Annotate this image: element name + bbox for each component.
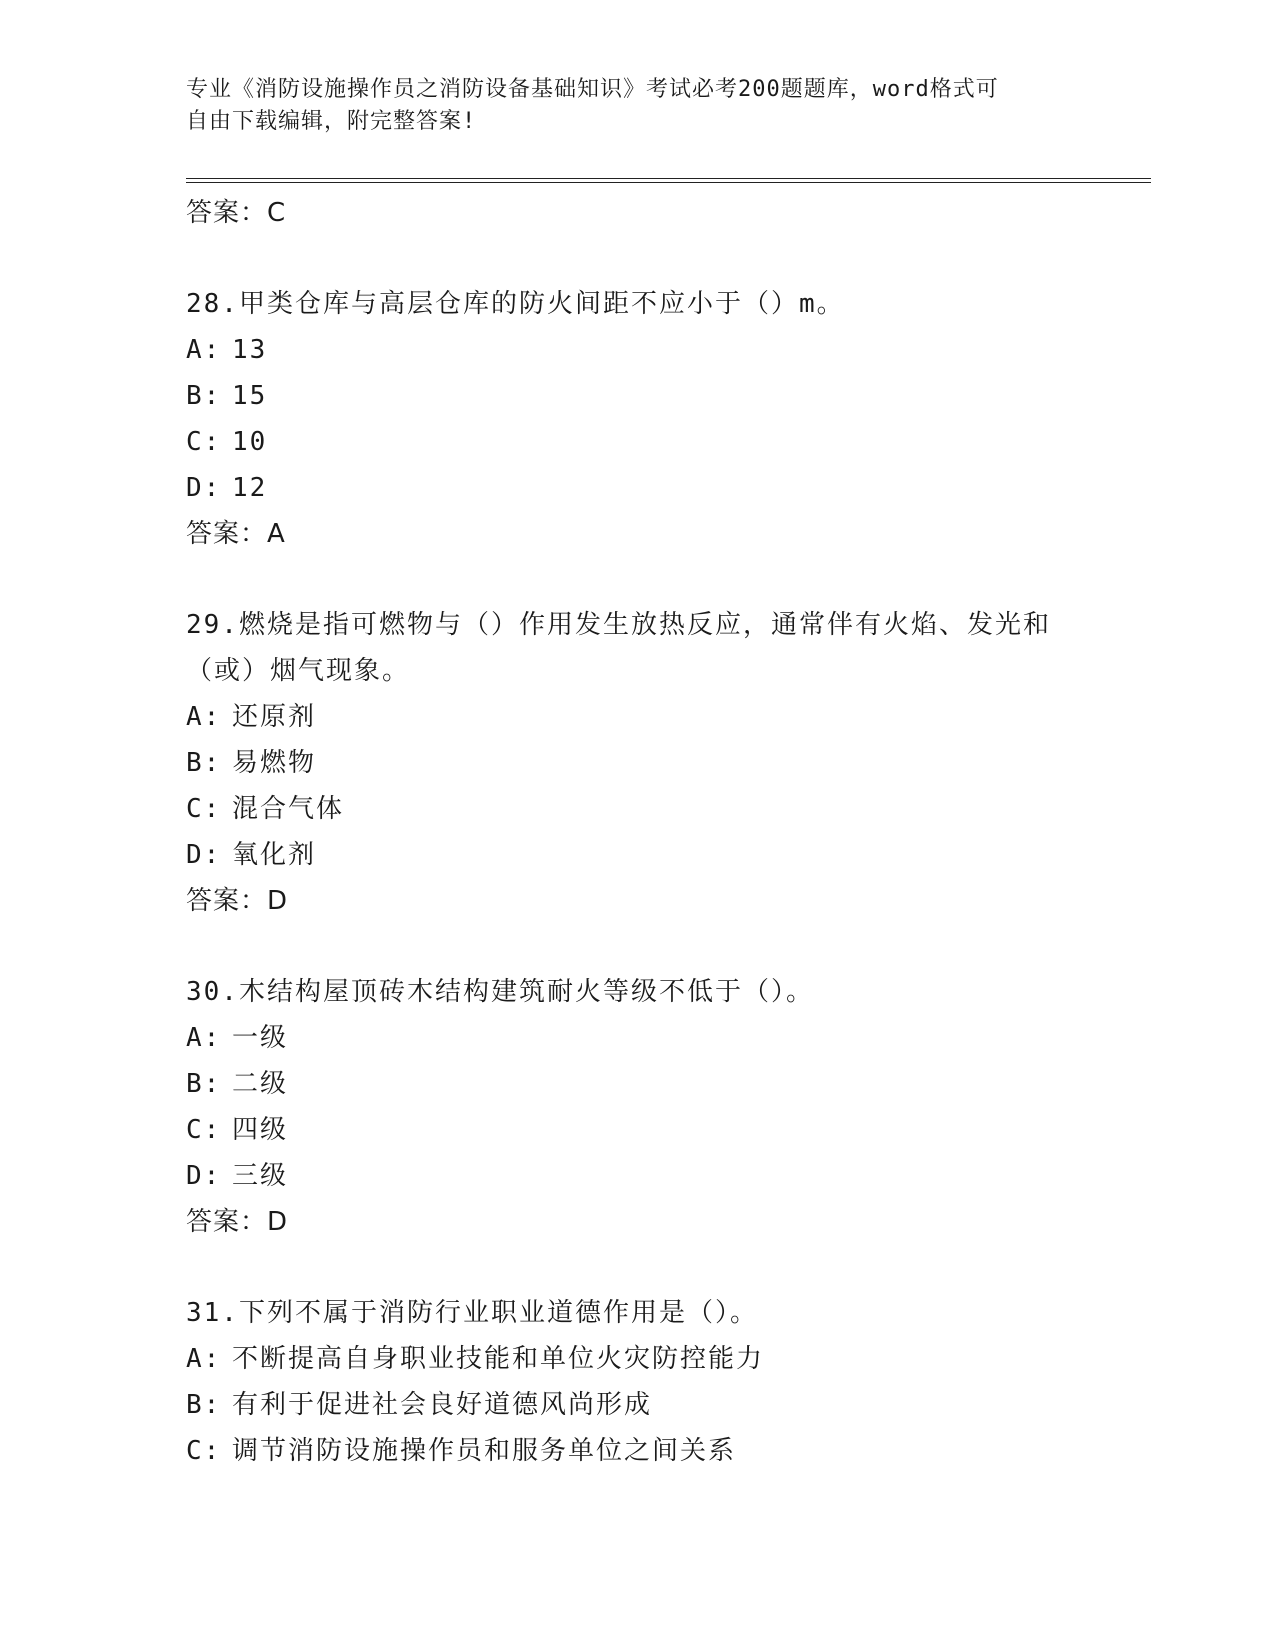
option-letter: A: (186, 1023, 222, 1053)
option-letter: B: (186, 1390, 222, 1420)
option-letter: C: (186, 1115, 222, 1145)
question-block (186, 969, 1146, 1245)
option-b (186, 1061, 1146, 1107)
spacer (186, 236, 1146, 281)
spacer (186, 924, 1146, 969)
question-title: 30.木结构屋顶砖木结构建筑耐火等级不低于（）。 (186, 977, 814, 1007)
header-divider-bottom (186, 182, 1151, 183)
option-letter: D: (186, 1161, 222, 1191)
option-letter: B: (186, 381, 222, 411)
answer-line: 答案：D (186, 1207, 289, 1237)
question-title: 31.下列不属于消防行业职业道德作用是（）。 (186, 1298, 758, 1328)
option-a (186, 327, 1146, 373)
option-text: 三级 (232, 1161, 289, 1191)
option-letter: C: (186, 427, 222, 457)
question-block (186, 1290, 1146, 1474)
option-a (186, 1015, 1146, 1061)
option-letter: A: (186, 702, 222, 732)
question-block (186, 602, 1146, 924)
option-b (186, 740, 1146, 786)
option-text: 氧化剂 (232, 840, 317, 870)
option-text: 10 (232, 427, 268, 457)
question-block (186, 281, 1146, 557)
option-text: 混合气体 (232, 794, 345, 824)
question-title: 28.甲类仓库与高层仓库的防火间距不应小于（）m。 (186, 289, 845, 319)
option-letter: B: (186, 748, 222, 778)
spacer (186, 1245, 1146, 1290)
option-c (186, 419, 1146, 465)
option-a (186, 694, 1146, 740)
option-letter: A: (186, 1344, 222, 1374)
option-letter: D: (186, 473, 222, 503)
answer-line: 答案：D (186, 886, 289, 916)
option-letter: A: (186, 335, 222, 365)
option-c (186, 786, 1146, 832)
option-letter: D: (186, 840, 222, 870)
option-text: 15 (232, 381, 268, 411)
answer-line: 答案：C (186, 198, 287, 228)
option-text: 易燃物 (232, 748, 317, 778)
option-text: 一级 (232, 1023, 289, 1053)
question-title-line-1: 29.燃烧是指可燃物与（）作用发生放热反应，通常伴有火焰、发光和 (186, 610, 1051, 640)
option-d (186, 465, 1146, 511)
document-header (186, 74, 1086, 138)
option-letter: C: (186, 794, 222, 824)
header-divider-top (186, 178, 1151, 179)
option-text: 不断提高自身职业技能和单位火灾防控能力 (232, 1344, 765, 1374)
option-d (186, 832, 1146, 878)
option-b (186, 373, 1146, 419)
option-b (186, 1382, 1146, 1428)
option-d (186, 1153, 1146, 1199)
question-title-line-2: （或）烟气现象。 (186, 656, 411, 686)
option-text: 12 (232, 473, 268, 503)
option-text: 还原剂 (232, 702, 317, 732)
option-text: 有利于促进社会良好道德风尚形成 (232, 1390, 653, 1420)
option-text: 13 (232, 335, 268, 365)
answer-line: 答案：A (186, 519, 286, 549)
option-letter: C: (186, 1436, 222, 1466)
question-list (186, 190, 1146, 1474)
option-a (186, 1336, 1146, 1382)
spacer (186, 557, 1146, 602)
option-text: 调节消防设施操作员和服务单位之间关系 (232, 1436, 737, 1466)
option-letter: B: (186, 1069, 222, 1099)
option-text: 四级 (232, 1115, 289, 1145)
option-c (186, 1107, 1146, 1153)
header-line-2: 自由下载编辑，附完整答案! (186, 109, 477, 134)
header-line-1: 专业《消防设施操作员之消防设备基础知识》考试必考200题题库，word格式可 (186, 77, 999, 102)
option-text: 二级 (232, 1069, 289, 1099)
option-c (186, 1428, 1146, 1474)
